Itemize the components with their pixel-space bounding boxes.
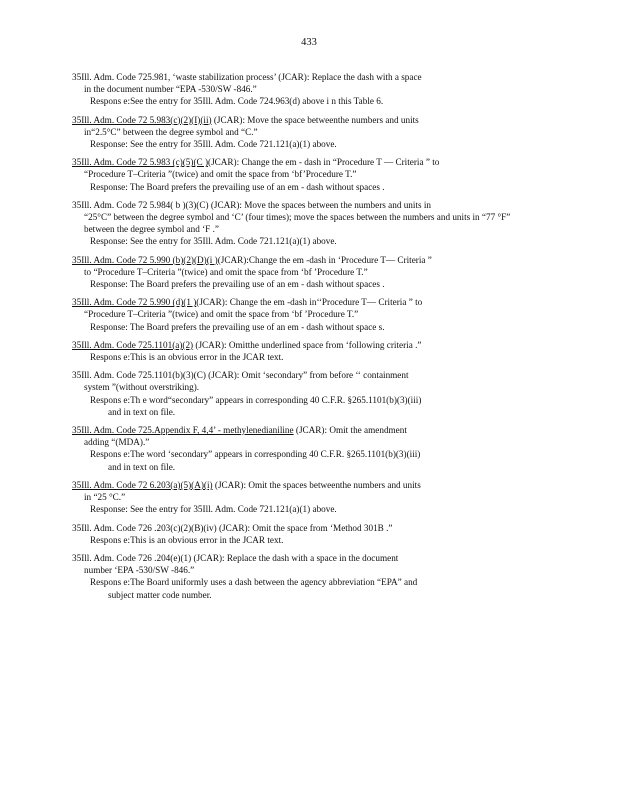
errata-entry — [72, 114, 542, 151]
errata-entry — [72, 479, 542, 516]
entry-heading-text: (JCAR):Change the em -dash in ‘Procedure T— Criteria ” — [217, 254, 432, 265]
entry-citation: 35Ill. Adm. Code 725.Appendix F, 4,4’ - methylenedianiline — [72, 425, 294, 436]
entry-citation: 35Ill. Adm. Code 72 5.983(c)(2)(I)(ii) — [72, 114, 212, 125]
entry-heading-text: (JCAR): Omitthe underlined space from ‘following criteria .” — [193, 339, 422, 350]
entry-heading-text: 35Ill. Adm. Code 726 .204(e)(1) (JCAR): Replace the dash with a space in the document — [72, 552, 399, 563]
errata-entry — [72, 522, 542, 546]
entry-heading — [72, 552, 542, 564]
entry-heading — [72, 199, 542, 211]
entry-heading — [72, 156, 542, 168]
entry-heading-continuation: adding “(MDA).” — [84, 437, 150, 448]
errata-entries — [72, 71, 542, 607]
entry-citation: 35Ill. Adm. Code 725.1101(a)(2) — [72, 339, 194, 350]
entry-citation: 35Ill. Adm. Code 72 6.203(a)(5)(A)(i) — [72, 479, 213, 490]
entry-heading-continuation: to “Procedure T–Criteria ”(twice) and omit the space from ‘bf ’Procedure T.” — [84, 266, 368, 277]
entry-heading-continuation: in the document number “EPA -530/SW -846.” — [84, 84, 257, 95]
errata-entry — [72, 156, 542, 193]
entry-response: Respons e:See the entry for 35Ill. Adm. Code 724.963(d) above i n this Table 6. — [90, 96, 384, 107]
entry-response: Response: The Board prefers the prevailing use of an em - dash without spaces . — [90, 181, 385, 192]
entry-response: Response: See the entry for 35Ill. Adm. Code 721.121(a)(1) above. — [90, 236, 337, 247]
entry-heading-text: 35Ill. Adm. Code 726 .203(c)(2)(B)(iv) (JCAR): Omit the space from ‘Method 301B .” — [72, 522, 393, 533]
entry-citation: 35Ill. Adm. Code 72 5.990 (b)(2)(D)(i ) — [72, 254, 218, 265]
entry-heading — [72, 424, 542, 436]
entry-heading-continuation: “Procedure T–Criteria ”(twice) and omit the space from ‘bf ’Procedure T.” — [84, 309, 359, 320]
entry-response: Respons e:This is an obvious error in the JCAR text. — [90, 534, 284, 545]
entry-response: Response: See the entry for 35Ill. Adm. Code 721.121(a)(1) above. — [90, 139, 337, 150]
entry-heading-text: (JCAR): Omit the spaces betweenthe numbers and units — [212, 479, 421, 490]
entry-heading-text: 35Ill. Adm. Code 72 5.984( b )(3)(C) (JCAR): Move the spaces between the numbers and units in — [72, 199, 432, 210]
entry-heading-continuation: in“2.5°C” between the degree symbol and “C.” — [84, 126, 258, 137]
entry-heading-text: (JCAR): Change the em - dash in “Procedure T — Criteria ” to — [208, 157, 440, 168]
entry-response: Respons e:This is an obvious error in the JCAR text. — [90, 352, 284, 363]
entry-citation: 35Ill. Adm. Code 72 5.983 (c)(5)(C ) — [72, 157, 209, 168]
errata-entry — [72, 424, 542, 473]
entry-response-continuation: subject matter code number. — [108, 589, 212, 600]
entry-heading — [72, 369, 542, 381]
entry-heading — [72, 114, 542, 126]
entry-heading-text: 35Ill. Adm. Code 725.1101(b)(3)(C) (JCAR): Omit ‘secondary” from before ‘‘ containment — [72, 370, 409, 381]
entry-heading — [72, 522, 542, 534]
entry-response-continuation: and in text on file. — [108, 406, 176, 417]
entry-heading-continuation: “25°C” between the degree symbol and ‘C’ (four times); move the spaces between the numbers and units in “77 °F” between the degree symbol and ‘F .” — [84, 212, 511, 235]
entry-response: Respons e:Th e word“secondary” appears in corresponding 40 C.F.R. §265.1101(b)(3)(iii) — [90, 394, 422, 405]
entry-heading-continuation: system ”(without overstriking). — [84, 382, 200, 393]
entry-response-continuation: and in text on file. — [108, 461, 176, 472]
errata-entry — [72, 552, 542, 601]
entry-citation: 35Ill. Adm. Code 72 5.990 (d)(1 ) — [72, 297, 197, 308]
entry-heading-continuation: number ‘EPA -530/SW -846.” — [84, 565, 195, 576]
entry-heading — [72, 296, 542, 308]
entry-response: Response: The Board prefers the prevailing use of an em - dash without spaces . — [90, 279, 385, 290]
entry-heading — [72, 254, 542, 266]
errata-entry — [72, 369, 542, 418]
errata-entry — [72, 254, 542, 291]
errata-entry — [72, 339, 542, 363]
entry-heading-text: (JCAR): Move the space betweenthe numbers and units — [211, 114, 419, 125]
errata-entry — [72, 296, 542, 333]
entry-heading — [72, 479, 542, 491]
entry-heading — [72, 339, 542, 351]
entry-heading — [72, 71, 542, 83]
entry-heading-continuation: “Procedure T–Criteria ”(twice) and omit the space from ‘bf’Procedure T.” — [84, 169, 357, 180]
entry-heading-continuation: in “25 °C.” — [84, 492, 126, 503]
page-number: 433 — [301, 37, 317, 48]
entry-response: Respons e:The Board uniformly uses a dash between the agency abbreviation “EPA” and — [90, 577, 418, 588]
entry-heading-text: (JCAR): Change the em -dash in‘‘Procedure T— Criteria ” to — [196, 297, 423, 308]
entry-heading-text: (JCAR): Omit the amendment — [293, 425, 407, 436]
entry-heading-text: 35Ill. Adm. Code 725.981, ‘waste stabilization process’ (JCAR): Replace the dash with a space — [72, 72, 422, 82]
entry-response: Respons e:The word ‘secondary” appears in corresponding 40 C.F.R. §265.1101(b)(3)(iii) — [90, 449, 421, 460]
errata-entry — [72, 71, 542, 108]
entry-response: Response: The Board prefers the prevailing use of an em - dash without space s. — [90, 321, 385, 332]
errata-entry — [72, 199, 542, 248]
entry-response: Response: See the entry for 35Ill. Adm. Code 721.121(a)(1) above. — [90, 504, 337, 515]
